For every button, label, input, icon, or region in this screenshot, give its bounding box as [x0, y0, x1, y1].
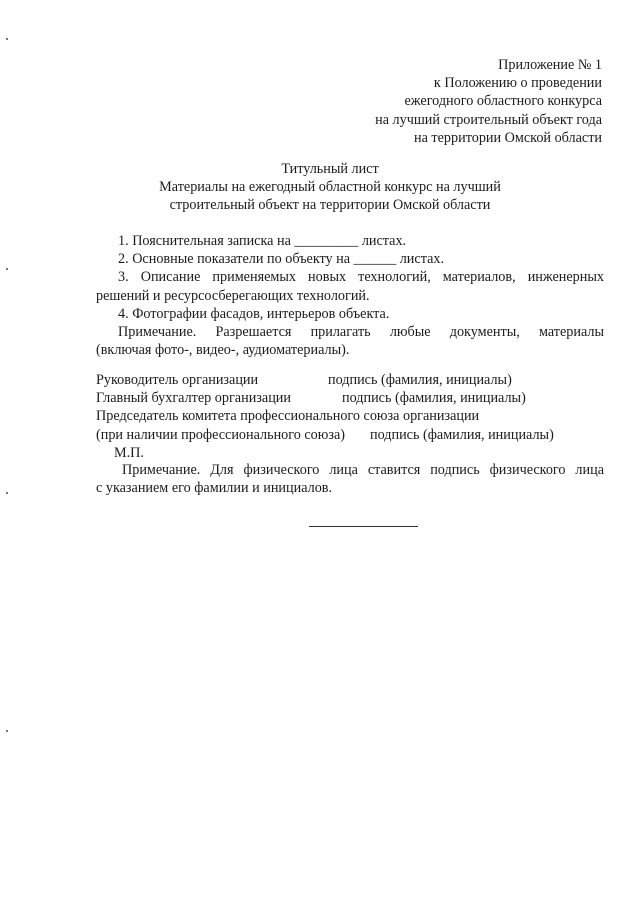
- signature-row: [96, 444, 616, 462]
- signature-role: (при наличии профессионального союза): [96, 426, 345, 443]
- scan-margin-dot: [6, 38, 8, 40]
- signature-role: Главный бухгалтер организации: [96, 390, 291, 407]
- list-item-continuation: решений и ресурсосберегающих технологий.: [96, 287, 370, 304]
- signature-row: [96, 371, 616, 389]
- note-line: Примечание. Для физического лица ставится подпись физического лица: [122, 462, 604, 478]
- signature-row: [96, 389, 616, 407]
- page-subtitle-line: строительный объект на территории Омской области: [169, 197, 491, 214]
- signature-placeholder: подпись (фамилия, инициалы): [370, 426, 554, 443]
- closing-rule: [309, 526, 418, 527]
- note-line: с указанием его фамилии и инициалов.: [96, 480, 333, 497]
- page-subtitle-line: Материалы на ежегодный областной конкурс на лучший: [159, 179, 501, 196]
- signature-block: [96, 371, 616, 462]
- appendix-line: Приложение № 1: [498, 57, 602, 73]
- list-item: 2. Основные показатели по объекту на ______ листах.: [118, 251, 445, 268]
- scan-margin-dot: [6, 730, 8, 732]
- signature-placeholder: подпись (фамилия, инициалы): [342, 390, 526, 407]
- signature-row: [96, 426, 616, 444]
- appendix-line: к Положению о проведении: [433, 75, 602, 92]
- individual-note: [96, 461, 604, 497]
- appendix-line: на лучший строительный объект года: [375, 111, 602, 128]
- scan-margin-dot: [6, 492, 8, 494]
- signature-row: [96, 407, 616, 425]
- appendix-line: на территории Омской области: [414, 129, 602, 146]
- signature-role: Руководитель организации: [96, 372, 259, 388]
- signature-role: Председатель комитета профессионального союза организации: [96, 408, 480, 425]
- appendix-line: ежегодного областного конкурса: [404, 93, 602, 110]
- appendix-header: [375, 56, 602, 147]
- list-item: 3. Описание применяемых новых технологий, материалов, инженерных: [118, 269, 604, 286]
- list-item: 1. Пояснительная записка на _________ листах.: [118, 233, 407, 249]
- signature-placeholder: подпись (фамилия, инициалы): [328, 372, 512, 388]
- list-item: 4. Фотографии фасадов, интерьеров объекта.: [118, 305, 390, 322]
- materials-list: [96, 232, 604, 359]
- note-paragraph: Примечание. Разрешается прилагать любые документы, материалы: [118, 324, 604, 341]
- title-block: [100, 160, 560, 215]
- page-title: Титульный лист: [281, 161, 379, 177]
- seal-mark: М.П.: [114, 444, 144, 461]
- scan-margin-dot: [6, 268, 8, 270]
- note-paragraph-continuation: (включая фото-, видео-, аудиоматериалы).: [96, 342, 350, 359]
